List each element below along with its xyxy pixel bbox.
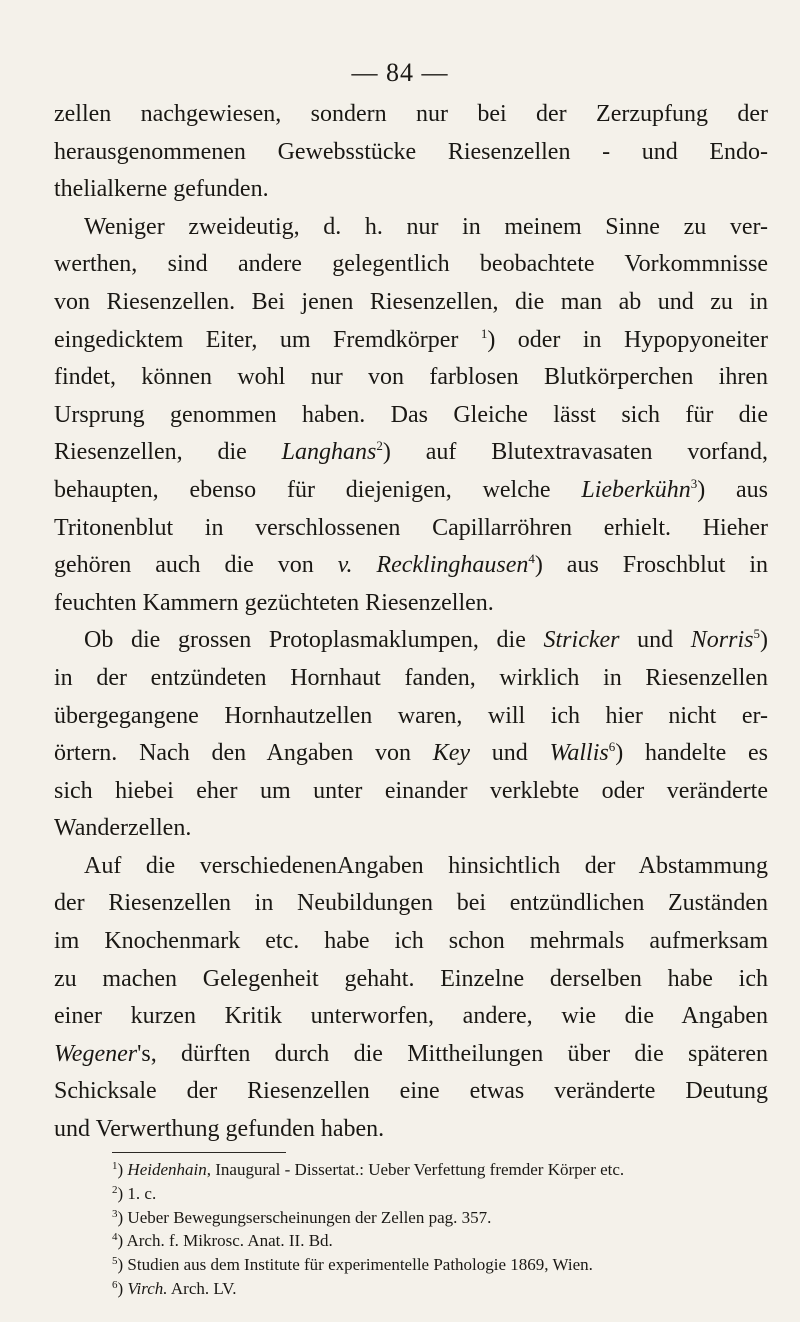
- text-line: Ursprung genommen haben. Das Gleiche lässt sich für die: [54, 401, 768, 428]
- text-line: Schicksale der Riesenzellen eine etwas veränderte Deutung: [54, 1078, 768, 1105]
- author-name: Heidenhain: [127, 1160, 207, 1179]
- footnote: $^6$) Virch. Arch. LV.: [112, 1278, 237, 1298]
- author-name: v. Recklinghausen: [337, 552, 529, 579]
- text-run: ) oder in Hypopyoneiter: [487, 326, 768, 353]
- text-run: 's, dürften durch die Mittheilungen über die späteren: [137, 1040, 768, 1067]
- text-line: werthen, sind andere gelegentlich beobachtete Vorkommnisse: [54, 251, 768, 278]
- author-name: Norris: [690, 627, 754, 654]
- text-run: eingedicktem Eiter, um Fremdkörper: [54, 326, 481, 353]
- footnote-text: Studien aus dem Institute für experimentelle Pathologie 1869, Wien.: [127, 1255, 593, 1275]
- footnote-text: Arch. LV.: [167, 1278, 237, 1298]
- text-line: in der entzündeten Hornhaut fanden, wirklich in Riesenzellen: [54, 664, 768, 691]
- author-name: Key: [432, 740, 471, 767]
- text-run: ) aus Froschblut in: [534, 552, 768, 579]
- text-line: [54, 472, 768, 510]
- author-name: Langhans: [281, 439, 377, 466]
- footnote-ref: 5: [753, 626, 760, 642]
- text-line: Wanderzellen.: [54, 815, 192, 842]
- text-run: ) aus: [697, 476, 768, 503]
- text-line: der Riesenzellen in Neubildungen bei entzündlichen Zuständen: [54, 890, 768, 917]
- footnote-text: , Inaugural - Dissertat.: Ueber Verfettung fremder Körper etc.: [206, 1160, 625, 1179]
- footnote-ref: 6: [608, 739, 616, 755]
- footnote-ref: 2: [376, 438, 383, 454]
- text-line: feuchten Kammern gezüchteten Riesenzellen.: [54, 589, 494, 616]
- footnote: $^5$) Studien aus dem Institute für experimentelle Pathologie 1869, Wien.: [112, 1255, 593, 1275]
- text-line: im Knochenmark etc. habe ich schon mehrmals aufmerksam: [54, 928, 768, 955]
- text-line: Weniger zweideutig, d. h. nur in meinem Sinne zu ver-: [84, 213, 768, 240]
- text-line: herausgenommenen Gewebsstücke Riesenzellen - und Endo-: [54, 138, 768, 165]
- footnote: $^1$) Heidenhain, Inaugural - Dissertat.: Ueber Verfettung fremder Körper etc.: [112, 1160, 625, 1179]
- footnote: $^4$) Arch. f. Mikrosc. Anat. II. Bd.: [112, 1231, 333, 1251]
- footnote-ref: 3: [690, 475, 698, 491]
- body-text: [54, 96, 768, 1149]
- text-line: sich hiebei eher um unter einander verklebte oder veränderte: [54, 777, 768, 804]
- footnote-divider: [112, 1152, 286, 1153]
- footnote: $^2$) 1. c.: [112, 1183, 157, 1203]
- footnote-mark: 1: [112, 1160, 118, 1172]
- text-line: findet, können wohl nur von farblosen Blutkörperchen ihren: [54, 364, 768, 391]
- text-line: [54, 322, 768, 360]
- author-name: Virch.: [127, 1278, 168, 1298]
- text-line: [54, 1036, 768, 1074]
- text-line: zellen nachgewiesen, sondern nur bei der Zerzupfung der: [54, 101, 768, 127]
- footnote-ref: 1: [480, 325, 488, 341]
- text-line: Auf die verschiedenenAngaben hinsichtlich der Abstammung: [84, 852, 768, 879]
- footnote-text: Arch. f. Mikrosc. Anat. II. Bd.: [126, 1231, 333, 1251]
- text-run: Ob die grossen Protoplasmaklumpen, die: [84, 627, 544, 654]
- footnote: $^3$) Ueber Bewegungserscheinungen der Zellen pag. 357.: [112, 1207, 492, 1227]
- footnote-mark: 4: [112, 1231, 118, 1244]
- text-line: zu machen Gelegenheit gehaht. Einzelne derselben habe ich: [54, 965, 768, 992]
- footnote-mark: 5: [112, 1255, 118, 1268]
- author-name: Stricker: [543, 627, 620, 654]
- text-line: [54, 547, 768, 585]
- text-line: [54, 735, 768, 773]
- text-line: [54, 434, 768, 472]
- text-run: und: [619, 627, 691, 654]
- text-run: und: [470, 740, 550, 767]
- footnote-mark: 6: [112, 1278, 118, 1291]
- footnotes: [112, 1158, 772, 1301]
- text-line: [54, 622, 768, 660]
- footnote-text: Ueber Bewegungserscheinungen der Zellen pag. 357.: [127, 1207, 492, 1227]
- text-run: örtern. Nach den Angaben von: [54, 740, 433, 767]
- author-name: Wegener: [54, 1040, 138, 1067]
- text-line: Tritonenblut in verschlossenen Capillarröhren erhielt. Hieher: [54, 514, 768, 541]
- text-run: ): [760, 627, 768, 654]
- footnote-mark: 3: [112, 1207, 118, 1220]
- text-run: ) handelte es: [615, 740, 768, 767]
- footnote-text: 1. c.: [127, 1183, 157, 1203]
- text-line: einer kurzen Kritik unterworfen, andere, wie die Angaben: [54, 1003, 768, 1030]
- text-line: thelialkerne gefunden.: [54, 176, 269, 203]
- text-line: übergegangene Hornhautzellen waren, will ich hier nicht er-: [54, 702, 768, 729]
- author-name: Wallis: [549, 740, 609, 767]
- author-name: Lieberkühn: [581, 476, 691, 503]
- text-run: behaupten, ebenso für diejenigen, welche: [54, 476, 582, 503]
- text-run: ) auf Blutextravasaten vorfand,: [382, 439, 768, 466]
- text-line: und Verwerthung gefunden haben.: [54, 1116, 385, 1143]
- page-number: — 84 —: [351, 58, 449, 87]
- footnote-mark: 2: [112, 1183, 118, 1196]
- text-run: gehören auch die von: [54, 552, 338, 579]
- footnote-ref: 4: [528, 551, 535, 567]
- text-run: Riesenzellen, die: [54, 439, 282, 466]
- text-line: von Riesenzellen. Bei jenen Riesenzellen, die man ab und zu in: [54, 288, 768, 315]
